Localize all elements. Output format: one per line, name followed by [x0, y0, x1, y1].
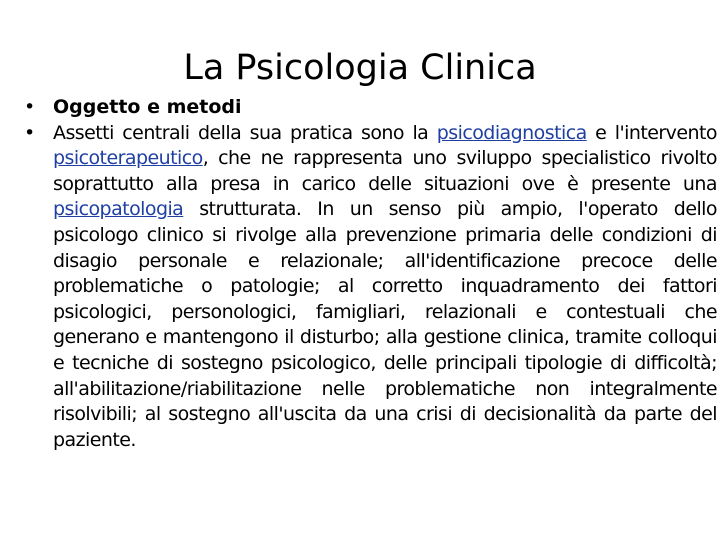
- bullet-item-oggetto: [22, 95, 717, 121]
- slide-title: La Psicologia Clinica: [183, 48, 537, 88]
- bullet-text-part: Assetti centrali della sua pratica sono la: [53, 121, 437, 144]
- bullet-text-part: strutturata. In un senso più ampio, l'operato dello psicologo clinico si rivolge alla prevenzione primaria delle condizioni di disagio personale e relazionale; all'identificazione precoce delle problematiche o patologie; al corretto inquadramento dei fattori psicologici, personologici, famigliari, relazionali e contestuali che generano e mantengono il disturbo; alla gestione clinica, tramite colloqui e tecniche di sostegno psicologico, delle principali tipologie di difficoltà; all'abilitazione/riabilitazione nelle problematiche non integralmente risolvibili; al sostegno all'uscita da una crisi di decisionalità da parte del paziente.: [53, 198, 717, 451]
- link-psicodiagnostica[interactable]: psicodiagnostica: [436, 121, 587, 144]
- link-psicopatologia[interactable]: psicopatologia: [53, 198, 184, 221]
- bullet-text-oggetto: Oggetto e metodi: [53, 96, 242, 118]
- bullet-text-part: , che ne rappresenta uno sviluppo specialistico rivolto soprattutto alla presa in carico delle situazioni ove è presente una: [53, 147, 717, 195]
- bullet-item-assetti: [22, 121, 717, 454]
- bullet-list: [22, 95, 717, 453]
- bullet-text-part: e l'intervento: [586, 121, 717, 144]
- bullet-dot-icon: •: [24, 121, 35, 144]
- bullet-dot-icon: •: [24, 96, 36, 118]
- link-psicoterapeutico[interactable]: psicoterapeutico: [53, 147, 203, 170]
